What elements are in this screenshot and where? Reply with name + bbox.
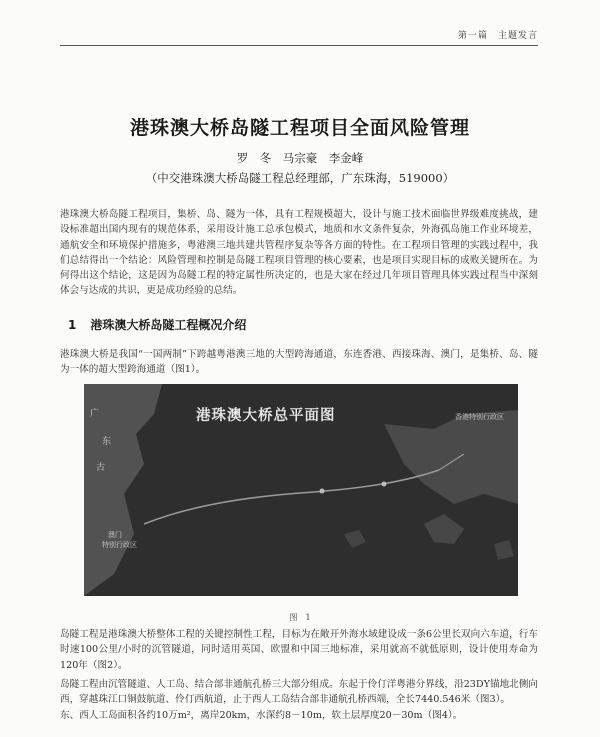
- section-1-intro: 港珠澳大桥是我国“一国两制”下跨越粤港澳三地的大型跨海通道，东连香港、西接珠海、澳门，是集桥、岛、隧为一体的超大型跨海通道（图1）。: [60, 349, 538, 376]
- map-label-dong: 东: [102, 437, 112, 447]
- running-header: 第一篇 主题发言: [457, 31, 538, 41]
- header-rule: [60, 45, 538, 46]
- map-label-macau-sar: 特别行政区: [102, 541, 137, 549]
- paper-title: 港珠澳大桥岛隧工程项目全面风险管理: [129, 117, 470, 139]
- east-artificial-island: [382, 482, 387, 487]
- paper-authors: 罗 冬 马宗豪 李金峰: [236, 151, 364, 165]
- section-1-heading: [68, 316, 246, 333]
- map-label-hong-kong: 香港特别行政区: [455, 413, 504, 421]
- figure-1-caption: 图 1: [289, 613, 311, 622]
- section-1-title: 港珠澳大桥岛隧工程概况介绍: [90, 318, 247, 332]
- figure-1-map: [84, 384, 518, 596]
- west-artificial-island: [320, 489, 325, 494]
- map-label-gu: 古: [96, 463, 106, 473]
- map-label-macau: 澳门: [108, 531, 122, 539]
- paper-affiliation: （中交港珠澳大桥岛隧工程总经理部，广东珠海，519000）: [145, 171, 455, 185]
- section-1-number: 1: [68, 318, 77, 332]
- map-title: 港珠澳大桥总平面图: [196, 408, 336, 424]
- abstract-paragraph: 港珠澳大桥岛隧工程项目，集桥、岛、隧为一体，具有工程规模超大，设计与施工技术面临世界级难度挑战，建设标准超出国内现有的规范体系，采用设计施工总承包模式，地质和水文条件复杂，外海孤岛施工作业环境差，通航安全和环境保护措施多，粤港澳三地共建共管程序复杂等各方面的特性。在工程项目管理的实践过程中，我们总结得出一个结论：风险管理和控制是岛隧工程项目管理的核心要素，也是项目实现目标的成败关键所在。为何得出这个结论，这是因为岛隧工程的特定属性所决定的，也是大家在经过几年项目管理具体实践过程当中深刻体会与达成的共识，更是成功经验的总结。: [60, 209, 538, 297]
- body-paragraph-1: 岛隧工程是港珠澳大桥整体工程的关键控制性工程，目标为在敞开外海水域建设成一条6公里长双向六车道，行车时速100公里/小时的沉管隧道，同时适用英国、欧盟和中国三地标准，采用就高不就低原则，设计使用寿命为120年（图2）。: [60, 629, 538, 671]
- body-paragraph-2: 岛隧工程由沉管隧道、人工岛、结合部非通航孔桥三大部分组成。东起于伶仃洋粤港分界线，沿23DY锚地北侧向西，穿越珠江口铜鼓航道、伶仃西航道，止于西人工岛结合部非通航孔桥西端，全长7440.546米（图3）。: [60, 679, 538, 706]
- map-label-guang: 广: [90, 409, 100, 419]
- body-paragraph-3: 东、西人工岛面积各约10万m²，离岸20km，水深约8－10m，软土层厚度20－30m（图4）。: [60, 710, 463, 721]
